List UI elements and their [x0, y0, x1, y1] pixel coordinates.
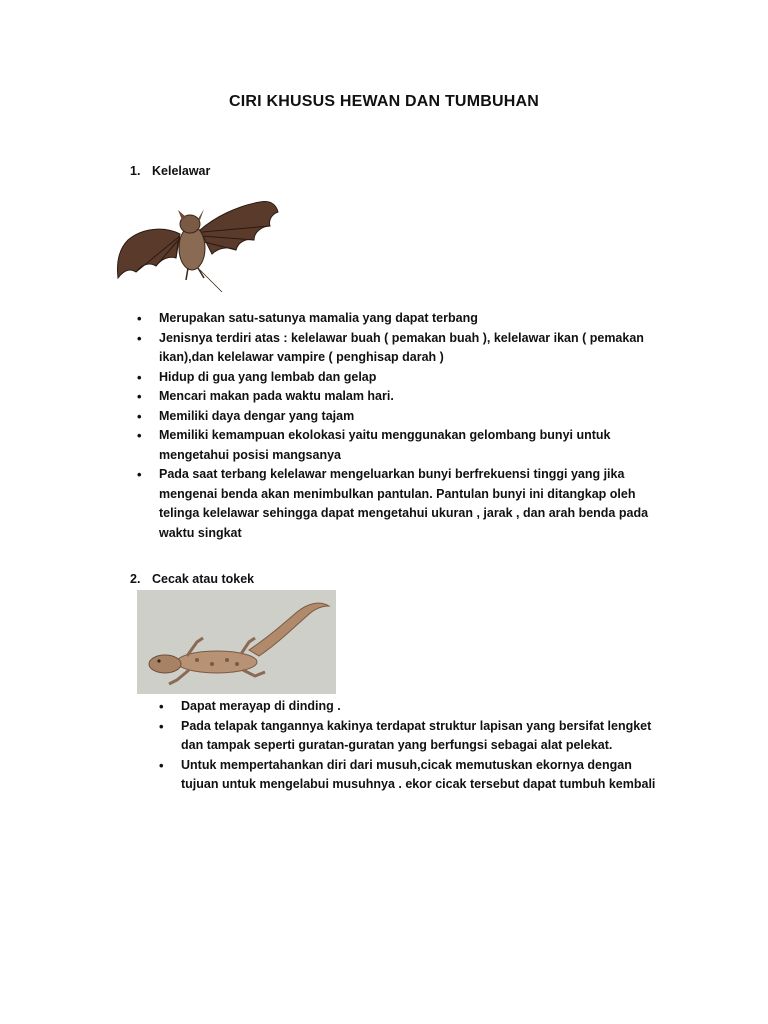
list-item: • Pada saat terbang kelelawar mengeluarkan bunyi berfrekuensi tinggi yang jika mengenai benda akan menimbulkan pantulan. Pantulan bunyi ini ditangkap oleh telinga kelelawar sehingga dapat mengetahui ukuran , jarak , dan arah benda pada waktu singkat — [137, 465, 677, 543]
section-title: Cecak atau tokek — [152, 572, 255, 586]
page-title: CIRI KHUSUS HEWAN DAN TUMBUHAN — [229, 93, 539, 110]
section-number: 1. — [130, 164, 141, 178]
section-heading-kelelawar — [130, 164, 210, 178]
list-item: • Mencari makan pada waktu malam hari. — [137, 387, 677, 407]
list-item: • Merupakan satu-satunya mamalia yang dapat terbang — [137, 309, 677, 329]
list-item: • Memiliki daya dengar yang tajam — [137, 407, 677, 427]
list-item: • Jenisnya terdiri atas : kelelawar buah ( pemakan buah ), kelelawar ikan ( pemakan ikan),dan kelelawar vampire ( penghisap darah ) — [137, 329, 677, 368]
bat-image — [114, 196, 280, 296]
section-title: Kelelawar — [152, 164, 211, 178]
bullet-list-kelelawar — [137, 309, 677, 543]
list-item: • Dapat merayap di dinding . — [159, 697, 659, 717]
section-number: 2. — [130, 572, 141, 586]
list-item: • Memiliki kemampuan ekolokasi yaitu menggunakan gelombang bunyi untuk mengetahui posisi mangsanya — [137, 426, 677, 465]
bullet-list-cecak — [159, 697, 659, 795]
list-item: • Pada telapak tangannya kakinya terdapat struktur lapisan yang bersifat lengket dan tampak seperti guratan-guratan yang berfungsi sebagai alat pelekat. — [159, 717, 659, 756]
list-item: • Untuk mempertahankan diri dari musuh,cicak memutuskan ekornya dengan tujuan untuk mengelabui musuhnya . ekor cicak tersebut dapat tumbuh kembali — [159, 756, 659, 795]
gecko-image — [137, 590, 336, 694]
section-heading-cecak — [130, 572, 254, 586]
list-item: • Hidup di gua yang lembab dan gelap — [137, 368, 677, 388]
